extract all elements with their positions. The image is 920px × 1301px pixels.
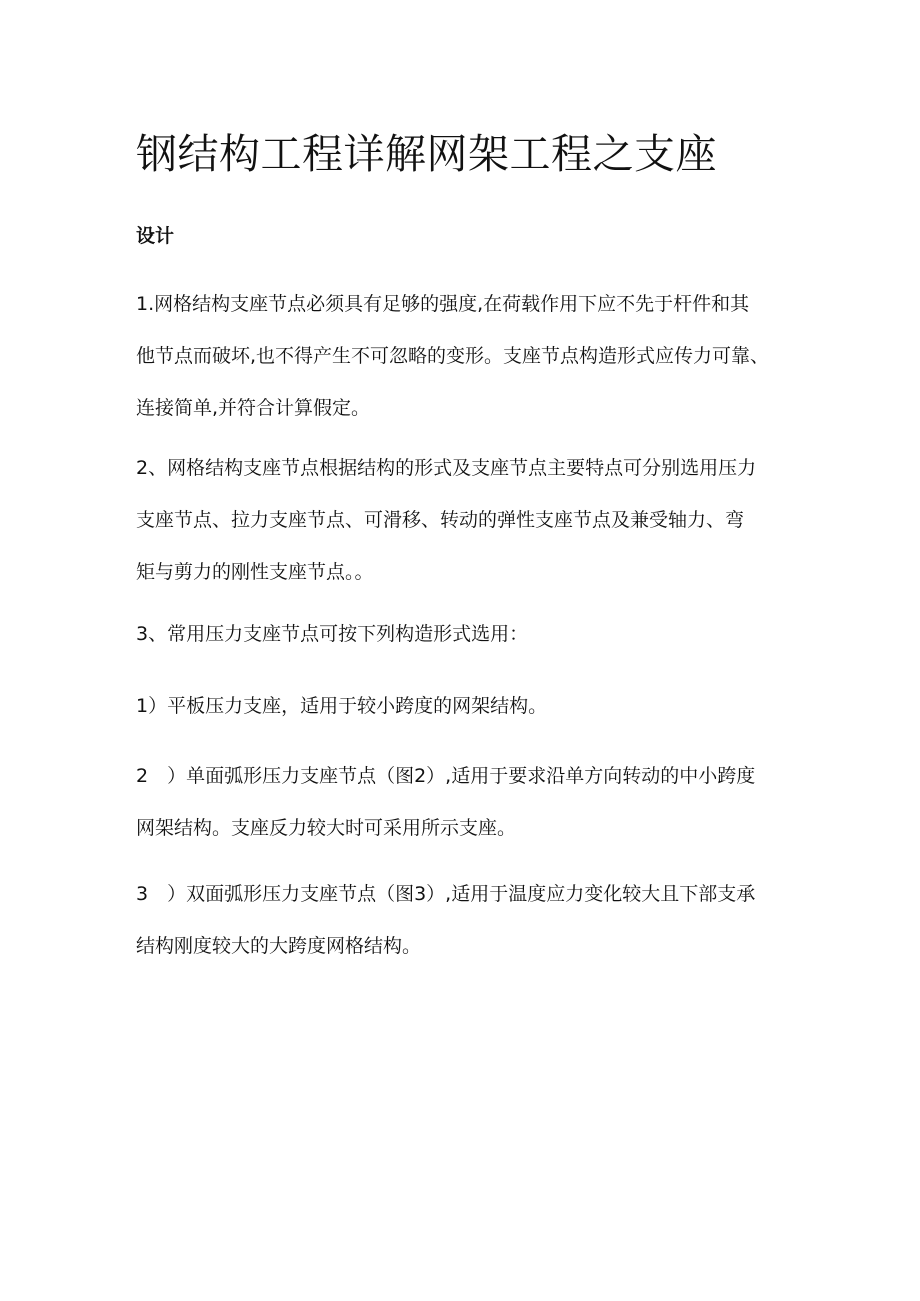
paragraph-5 [136,750,796,854]
paragraph-line: 矩与剪力的刚性支座节点。。 [136,561,374,583]
paragraph-3 [136,608,796,660]
paragraph-line: 支座节点、拉力支座节点、可滑移、转动的弹性支座节点及兼受轴力、弯 [136,509,745,531]
paragraph-2 [136,442,796,598]
paragraph-line: 1.网格结构支座节点必须具有足够的强度,在荷载作用下应不先于杆件和其 [136,293,750,315]
paragraph-line: 3 ）双面弧形压力支座节点（图3）,适用于温度应力变化较大且下部支承 [136,883,756,905]
paragraph-line: 连接简单,并符合计算假定。 [136,397,371,419]
paragraph-line: 2、网格结构支座节点根据结构的形式及支座节点主要特点可分别选用压力 [136,457,757,479]
paragraph-1 [136,278,796,434]
paragraph-line: 2 ）单面弧形压力支座节点（图2）,适用于要求沿单方向转动的中小跨度 [136,765,756,787]
document-title: 钢结构工程详解网架工程之支座 [136,130,717,178]
paragraph-4 [136,680,796,732]
paragraph-line: 3、常用压力支座节点可按下列构造形式选用： [136,623,529,645]
paragraph-line: 网架结构。支座反力较大时可采用所示支座。 [136,817,517,839]
paragraph-line: 结构刚度较大的大跨度网格结构。 [136,935,422,957]
paragraph-line: 1）平板压力支座，适用于较小跨度的网架结构。 [136,695,548,717]
section-heading: 设计 [136,225,175,247]
paragraph-6 [136,868,796,972]
paragraph-line: 他节点而破坏,也不得产生不可忽略的变形。支座节点构造形式应传力可靠、 [136,345,770,367]
